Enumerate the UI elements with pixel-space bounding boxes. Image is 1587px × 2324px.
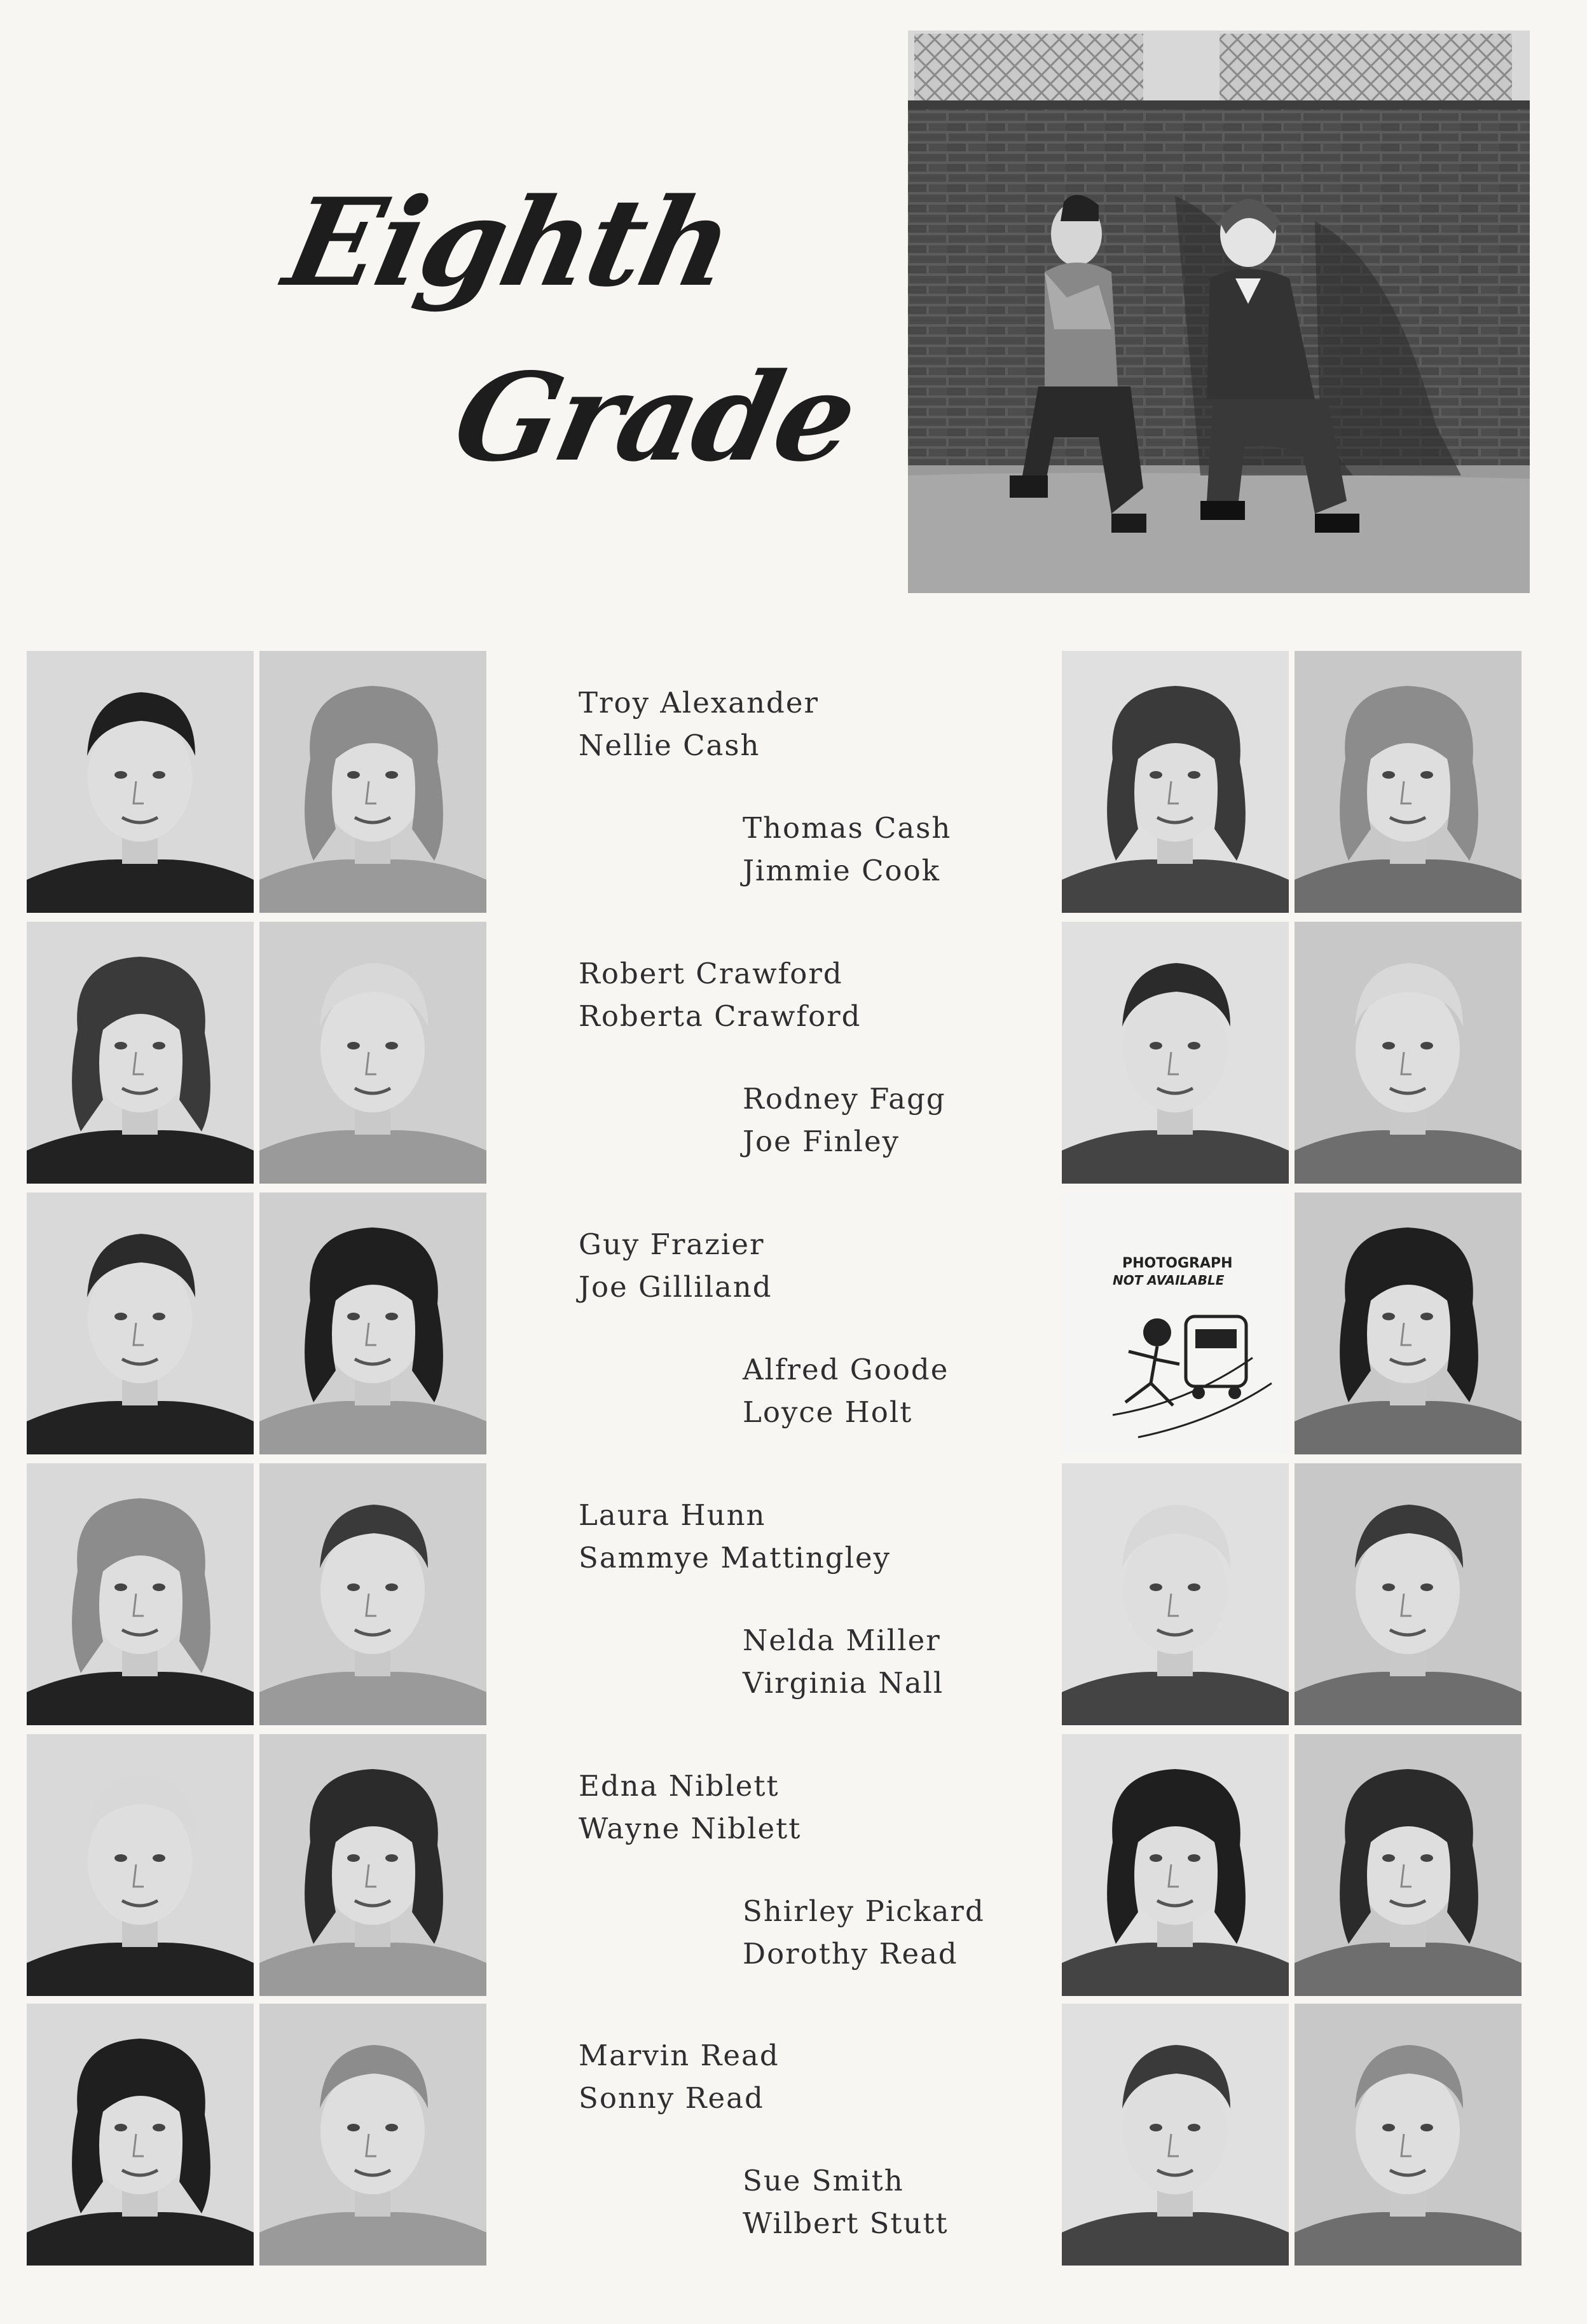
student-name: Dorothy Read bbox=[743, 1937, 958, 1971]
student-portrait bbox=[259, 1193, 486, 1454]
student-portrait bbox=[1295, 1734, 1522, 1996]
photo-not-available bbox=[1062, 1193, 1289, 1454]
student-name: Shirley Pickard bbox=[743, 1894, 985, 1928]
student-portrait bbox=[1062, 2004, 1289, 2266]
student-portrait bbox=[1295, 1193, 1522, 1454]
student-name: Rodney Fagg bbox=[743, 1082, 946, 1116]
student-name: Loyce Holt bbox=[743, 1395, 913, 1429]
student-name: Nellie Cash bbox=[579, 728, 760, 762]
student-portrait bbox=[1062, 1463, 1289, 1725]
student-portrait bbox=[1062, 1734, 1289, 1996]
student-portrait bbox=[1062, 651, 1289, 913]
student-name: Roberta Crawford bbox=[579, 999, 862, 1033]
student-portrait bbox=[27, 922, 254, 1184]
not-available-line2: NOT AVAILABLE bbox=[1113, 1273, 1225, 1288]
student-portrait bbox=[259, 1734, 486, 1996]
student-name: Sue Smith bbox=[743, 2164, 904, 2198]
student-name: Guy Frazier bbox=[579, 1227, 765, 1261]
student-portrait bbox=[1295, 1463, 1522, 1725]
student-portrait bbox=[27, 651, 254, 913]
page-title-line-2: Grade bbox=[443, 346, 867, 488]
student-portrait bbox=[1062, 922, 1289, 1184]
student-name: Sammye Mattingley bbox=[579, 1541, 891, 1575]
student-portrait bbox=[1295, 2004, 1522, 2266]
student-portrait bbox=[1295, 651, 1522, 913]
student-portrait bbox=[27, 2004, 254, 2266]
student-portrait bbox=[259, 2004, 486, 2266]
student-name: Alfred Goode bbox=[743, 1353, 949, 1386]
student-portrait bbox=[259, 1463, 486, 1725]
student-portrait bbox=[259, 922, 486, 1184]
candid-photo bbox=[908, 31, 1530, 593]
student-name: Marvin Read bbox=[579, 2039, 780, 2072]
student-portrait bbox=[27, 1463, 254, 1725]
student-name: Wayne Niblett bbox=[579, 1812, 802, 1845]
student-name: Troy Alexander bbox=[579, 686, 820, 720]
student-name: Robert Crawford bbox=[579, 957, 843, 990]
not-available-line1: PHOTOGRAPH bbox=[1122, 1255, 1233, 1271]
student-name: Jimmie Cook bbox=[743, 854, 940, 887]
student-name: Edna Niblett bbox=[579, 1769, 780, 1803]
page-title-line-1: Eighth bbox=[274, 172, 743, 313]
student-portrait bbox=[27, 1193, 254, 1454]
student-portrait bbox=[27, 1734, 254, 1996]
student-name: Thomas Cash bbox=[743, 811, 952, 845]
student-name: Wilbert Stutt bbox=[743, 2206, 949, 2240]
student-name: Joe Gilliland bbox=[579, 1270, 773, 1304]
student-portrait bbox=[259, 651, 486, 913]
student-name: Sonny Read bbox=[579, 2081, 764, 2115]
student-name: Nelda Miller bbox=[743, 1623, 941, 1657]
student-portrait bbox=[1295, 922, 1522, 1184]
student-name: Virginia Nall bbox=[743, 1666, 944, 1700]
student-name: Laura Hunn bbox=[579, 1498, 766, 1532]
student-name: Joe Finley bbox=[743, 1124, 900, 1158]
